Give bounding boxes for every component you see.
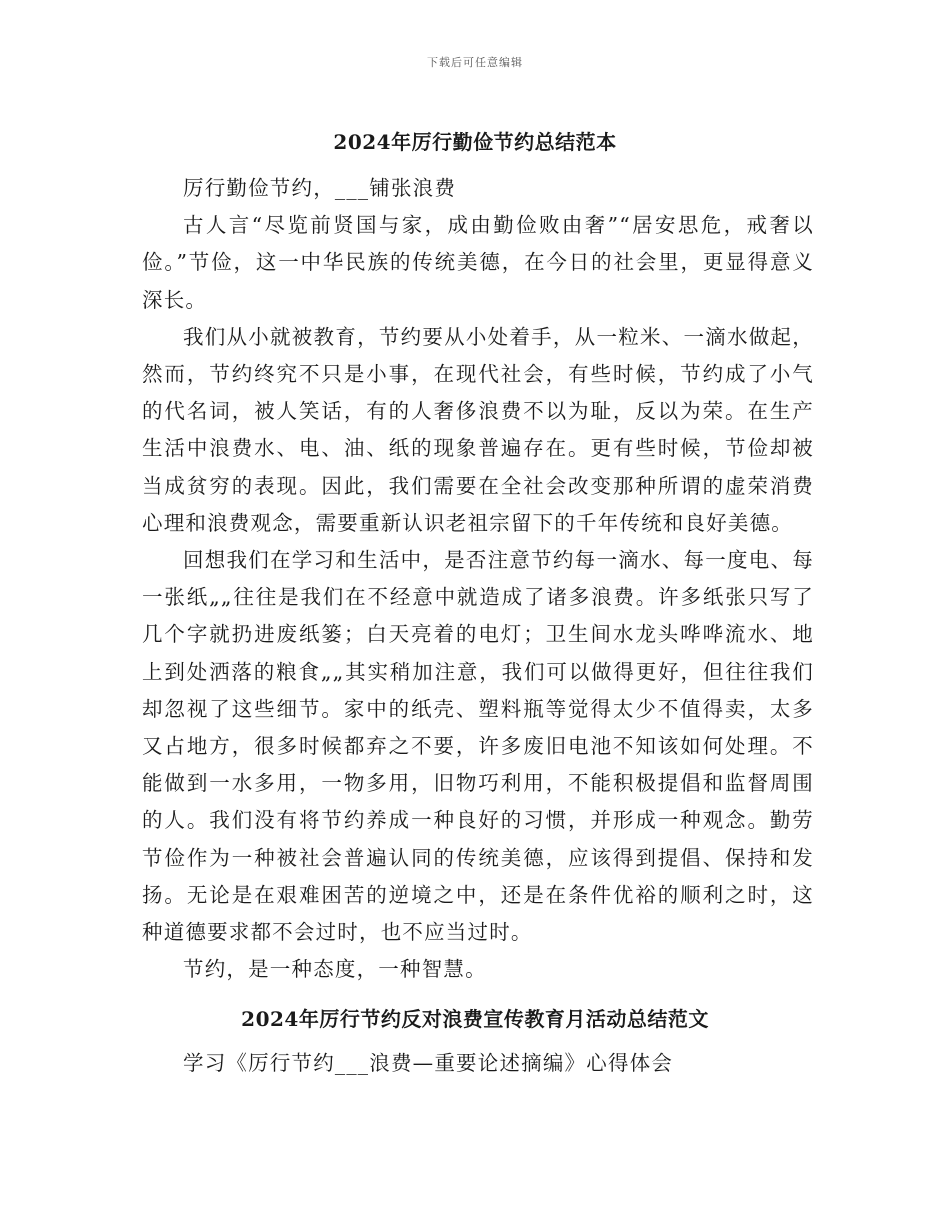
second-section-body — [142, 1045, 814, 1082]
page-header-note: 下载后可任意编辑 — [427, 56, 523, 69]
paragraph-subtitle: 厉行勤俭节约，___铺张浪费 — [183, 176, 457, 200]
paragraph: 学习《厉行节约___浪费—重要论述摘编》心得体会 — [183, 1051, 674, 1075]
paragraph: 回想我们在学习和生活中，是否注意节约每一滴水、每一度电、每一张纸„„往往是我们在不经意中就造成了诸多浪费。许多纸张只写了几个字就扔进废纸篓；白天亮着的电灯；卫生间水龙头哗哗流水、地上到处洒落的粮食„„其实稍加注意，我们可以做得更好，但往往我们却忽视了这些细节。家中的纸壳、塑料瓶等觉得太少不值得卖，太多又占地方，很多时候都弃之不要，许多废旧电池不知该如何处理。不能做到一水多用，一物多用，旧物巧利用，不能积极提倡和监督周围的人。我们没有将节约养成一种良好的习惯，并形成一种观念。勤劳节俭作为一种被社会普遍认同的传统美德，应该得到提倡、保持和发扬。无论是在艰难困苦的逆境之中，还是在条件优裕的顺利之时，这种道德要求都不会过时，也不应当过时。 — [142, 548, 814, 945]
section-body — [142, 170, 814, 988]
paragraph: 节约，是一种态度，一种智慧。 — [183, 957, 487, 982]
second-document-title: 2024年厉行节约反对浪费宣传教育月活动总结范文 — [241, 1007, 709, 1031]
paragraph: 我们从小就被教育，节约要从小处着手，从一粒米、一滴水做起，然而，节约终究不只是小事，在现代社会，有些时候，节约成了小气的代名词，被人笑话，有的人奢侈浪费不以为耻，反以为荣。在生产生活中浪费水、电、油、纸的现象普遍存在。更有些时候，节俭却被当成贫穷的表现。因此，我们需要在全社会改变那种所谓的虚荣消费心理和浪费观念，需要重新认识老祖宗留下的千年传统和良好美德。 — [142, 324, 814, 535]
paragraph: 古人言“尽览前贤国与家，成由勤俭败由奢”“居安思危，戒奢以俭。”节俭，这一中华民族的传统美德，在今日的社会里，更显得意义深长。 — [142, 213, 814, 312]
document-title: 2024年厉行勤俭节约总结范本 — [333, 130, 617, 154]
